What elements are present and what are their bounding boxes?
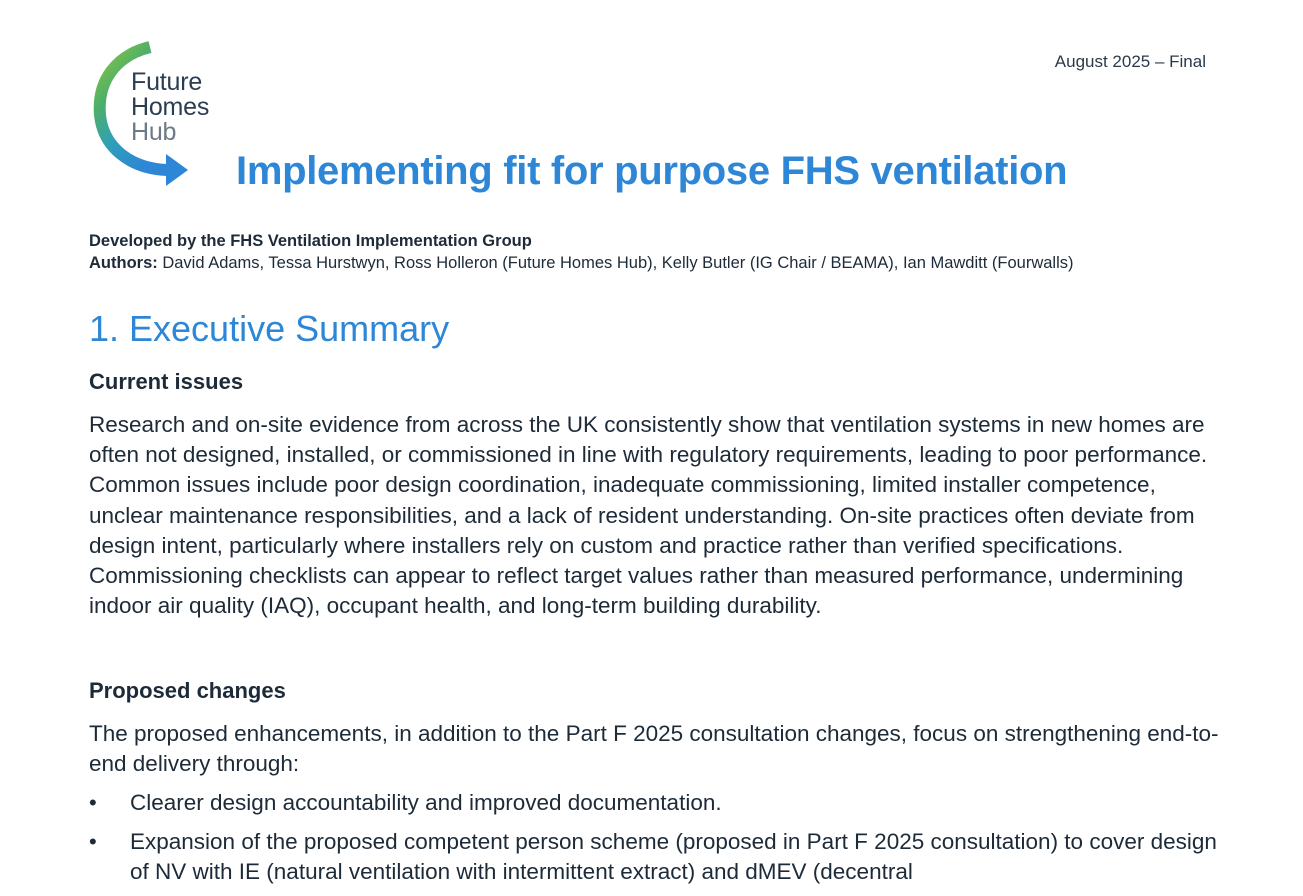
- bullet-dot-icon: •: [89, 790, 97, 815]
- logo-line-future: Future: [131, 68, 203, 96]
- current-issues-paragraph: Research and on-site evidence from across the UK consistently show that ventilation systems in new homes are often not designed, installed, or commissioned in line with regulatory requirements, leading to poor performance. Common issues include poor design coordination, inadequate commissioning, limited installer competence, unclear maintenance responsibilities, and a lack of resident understanding. On-site practices often deviate from design intent, particularly where installers rely on custom and practice rather than verified specifications. Commissioning checklists can appear to reflect target values rather than measured performance, undermining indoor air quality (IAQ), occupant health, and long-term building durability.: [89, 412, 1208, 619]
- proposed-changes-heading: Proposed changes: [89, 678, 286, 703]
- section-heading: 1. Executive Summary: [89, 308, 450, 349]
- proposed-changes-intro: The proposed enhancements, in addition to the Part F 2025 consultation changes, focus on strengthening end-to-end delivery through:: [89, 721, 1219, 777]
- document-date: August 2025 – Final: [1054, 52, 1206, 71]
- current-issues-heading: Current issues: [89, 369, 244, 394]
- logo-line-hub: Hub: [131, 118, 177, 146]
- document-title: Implementing fit for purpose FHS ventilation: [236, 149, 1068, 193]
- list-item-text: Clearer design accountability and improved documentation.: [130, 790, 722, 815]
- credits-block: [89, 230, 1074, 274]
- proposed-changes-list: [89, 788, 1219, 896]
- authors-list: David Adams, Tessa Hurstwyn, Ross Holleron (Future Homes Hub), Kelly Butler (IG Chair / BEAMA), Ian Mawditt (Fourwalls): [162, 254, 1074, 272]
- developed-by: Developed by the FHS Ventilation Implementation Group: [89, 232, 532, 250]
- future-homes-hub-logo: [92, 40, 227, 192]
- logo-line-homes: Homes: [131, 93, 210, 121]
- bullet-dot-icon: •: [89, 829, 97, 854]
- logo-wordmark: [131, 70, 209, 145]
- list-item: [89, 827, 1219, 887]
- list-item-text: Expansion of the proposed competent person scheme (proposed in Part F 2025 consultation) to cover design of NV with IE (natural ventilation with intermittent extract) and dMEV (decentral: [130, 829, 1217, 884]
- list-item: [89, 788, 1219, 818]
- authors-line: [89, 252, 1074, 274]
- authors-label: Authors:: [89, 254, 158, 272]
